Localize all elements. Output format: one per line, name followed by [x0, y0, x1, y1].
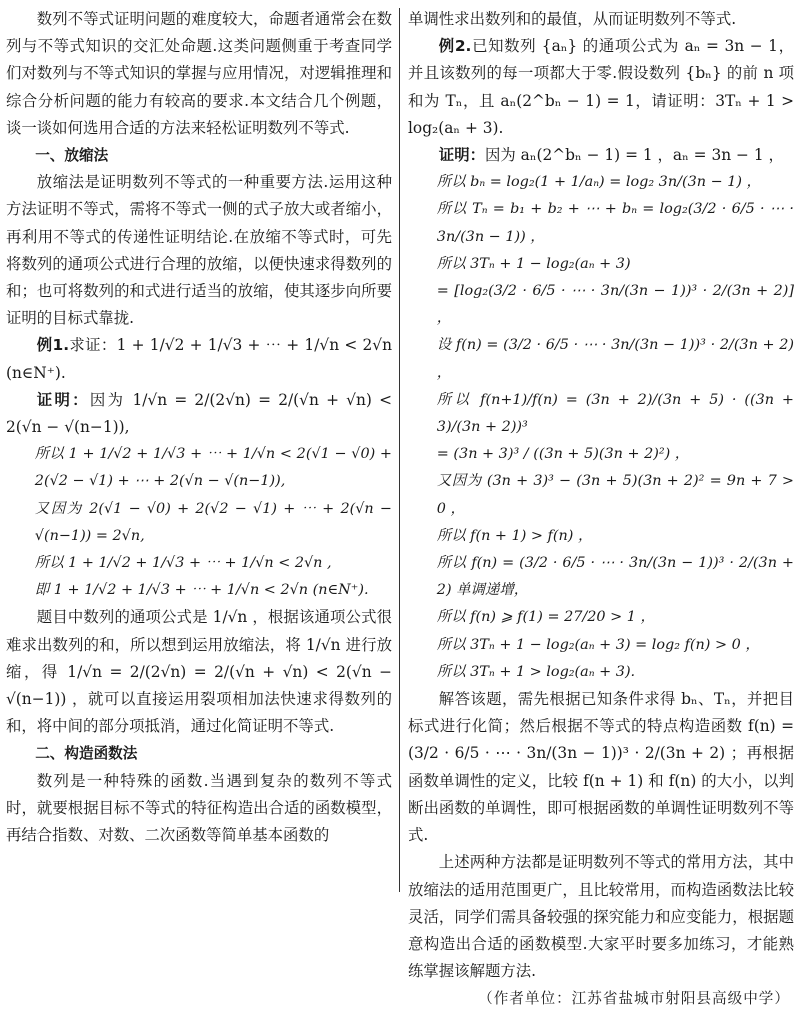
paragraph [6, 604, 392, 740]
paragraph-text: 所以 1 + 1/√2 + 1/√3 + ⋯ + 1/√n < 2√n , [34, 555, 332, 572]
paragraph [6, 768, 392, 850]
paragraph [6, 577, 392, 604]
paragraph-text: = (3n + 3)³ / ((3n + 5)(3n + 2)²) ， [436, 446, 690, 463]
paragraph-text: 所以 f(n) ⩾ f(1) = 27/20 > 1 ， [436, 609, 655, 626]
paragraph-text: 上述两种方法都是证明数列不等式的常用方法，其中放缩法的适用范围更广，且比较常用，而构造函数法比较灵活，同学们需具备较强的探究能力和应变能力，根据题意构造出合适的函数模型.大家平时要多加练习，才能熟练掌握该解题方法. [408, 853, 794, 981]
paragraph [408, 332, 794, 386]
paragraph [408, 387, 794, 441]
paragraph [408, 169, 794, 196]
paragraph [6, 169, 392, 332]
paragraph [408, 33, 794, 142]
paragraph-text: 所以 3Tₙ + 1 > log₂(aₙ + 3). [436, 663, 636, 680]
paragraph-text: 数列是一种特殊的函数.当遇到复杂的数列不等式时，就要根据目标不等式的特征构造出合适的函数模型，再结合指数、对数、二次函数等简单基本函数的 [6, 771, 392, 845]
paragraph [408, 142, 794, 169]
author-affiliation [408, 985, 794, 1012]
paragraph [408, 278, 794, 332]
paragraph [408, 523, 794, 550]
paragraph-text: 所以 f(n+1)/f(n) = (3n + 2)/(3n + 5) · ((3n + 3)/(3n + 2))³ [436, 391, 794, 436]
paragraph-text: 因为 1/√n = 2/(2√n) = 2/(√n + √n) < 2(√n − √(n−1)), [6, 390, 392, 437]
paragraph-text: 所以 Tₙ = b₁ + b₂ + ⋯ + bₙ = log₂(3/2 · 6/5 · ⋯ · 3n/(3n − 1)) ， [436, 201, 794, 245]
paragraph [408, 550, 794, 604]
paragraph [408, 659, 794, 686]
paragraph [408, 686, 794, 849]
paragraph-text: 一、放缩法 [35, 147, 109, 165]
paragraph-text: 题目中数列的通项公式是 1/√n ，根据该通项公式很难求出数列的和，所以想到运用放缩法，将 1/√n 进行放缩，得 1/√n = 2/(2√n) = 2/(√n + √n) < 2(√n − √(n−1)) ，就可以直接运用裂项相加法快速求得数列的和，将中间的部分项抵消，通过化简证明不等式. [6, 608, 392, 736]
section-heading [6, 740, 392, 767]
paragraph-text: 即 1 + 1/√2 + 1/√3 + ⋯ + 1/√n < 2√n (n∈N⁺). [34, 582, 369, 599]
paragraph [408, 196, 794, 250]
paragraph [6, 332, 392, 386]
left-column [6, 6, 392, 849]
paragraph-text: 所以 3Tₙ + 1 − log₂(aₙ + 3) = log₂ f(n) > 0 ， [436, 636, 760, 653]
paragraph [6, 550, 392, 577]
paragraph-text: （作者单位：江苏省盐城市射阳县高级中学） [478, 990, 790, 1008]
paragraph-text: 所以 1 + 1/√2 + 1/√3 + ⋯ + 1/√n < 2(√1 − √0) + 2(√2 − √1) + ⋯ + 2(√n − √(n−1)), [34, 446, 392, 490]
paragraph-text: 解答该题，需先根据已知条件求得 bₙ、Tₙ，并把目标式进行化简；然后根据不等式的特点构造函数 f(n) = (3/2 · 6/5 · ⋯ · 3n/(3n − 1))³ · 2/(3n + 2) ；再根据函数单调性的定义，比较 f(n + 1) 和 f(n) 的大小，以判断出函数的单调性，即可根据函数的单调性证明数列不等式. [408, 690, 794, 845]
paragraph-text: 又因为 2(√1 − √0) + 2(√2 − √1) + ⋯ + 2(√n − √(n−1)) = 2√n, [34, 500, 392, 544]
paragraph-text: 数列不等式证明问题的难度较大，命题者通常会在数列与不等式知识的交汇处命题.这类问题侧重于考查同学们对数列与不等式知识的掌握与应用情况，对逻辑推理和综合分析问题的能力有较高的要求.本文结合几个例题，谈一谈如何选用合适的方法来轻松证明数列不等式. [6, 10, 392, 137]
paragraph [408, 632, 794, 659]
paragraph [408, 6, 794, 33]
paragraph-text: 因为 aₙ(2^bₙ − 1) = 1 ，aₙ = 3n − 1 ， [484, 146, 784, 165]
paragraph-text: 二、构造函数法 [35, 745, 138, 763]
example-label: 例2. [438, 37, 472, 56]
paragraph [6, 496, 392, 550]
paragraph-text: 所以 bₙ = log₂(1 + 1/aₙ) = log₂ 3n/(3n − 1) ， [436, 174, 761, 191]
paragraph [408, 849, 794, 985]
paragraph [6, 387, 392, 441]
paragraph [6, 6, 392, 142]
paragraph-text: 已知数列 {aₙ} 的通项公式为 aₙ = 3n − 1，并且该数列的每一项都大于零.假设数列 {bₙ} 的前 n 项和为 Tₙ，且 aₙ(2^bₙ − 1) = 1，请证明：3Tₙ + 1 > log₂(aₙ + 3). [408, 37, 794, 137]
example-label: 证明： [36, 390, 90, 409]
paragraph [408, 604, 794, 631]
paragraph-text: 放缩法是证明数列不等式的一种重要方法.运用这种方法证明不等式，需将不等式一侧的式子放大或者缩小，再利用不等式的传递性证明结论.在放缩不等式时，可先将数列的通项公式进行合理的放缩，以便快速求得数列的和；也可将数列的和式进行适当的放缩，使其逐步向所要证明的目标式靠拢. [6, 173, 392, 328]
right-column [408, 6, 794, 1013]
paragraph-text: 所以 f(n) = (3/2 · 6/5 · ⋯ · 3n/(3n − 1))³ · 2/(3n + 2) 单调递增， [436, 555, 794, 599]
paragraph [408, 468, 794, 522]
paragraph-text: 所以 3Tₙ + 1 − log₂(aₙ + 3) [436, 255, 631, 272]
section-heading [6, 142, 392, 169]
paragraph [6, 441, 392, 495]
paragraph-text: 所以 f(n + 1) > f(n) ， [436, 527, 593, 544]
example-label: 例1. [36, 336, 70, 355]
paragraph-text: 设 f(n) = (3/2 · 6/5 · ⋯ · 3n/(3n − 1))³ · 2/(3n + 2) ， [436, 337, 794, 381]
paragraph-text: 求证：1 + 1/√2 + 1/√3 + ⋯ + 1/√n < 2√n (n∈N⁺). [6, 336, 392, 382]
column-divider [399, 8, 400, 892]
paragraph [408, 251, 794, 278]
paragraph-text: 单调性求出数列和的最值，从而证明数列不等式. [408, 10, 737, 28]
example-label: 证明： [438, 146, 485, 165]
paragraph-text: 又因为 (3n + 3)³ − (3n + 5)(3n + 2)² = 9n + 7 > 0 ， [436, 473, 794, 517]
paragraph [408, 441, 794, 468]
paragraph-text: = [log₂(3/2 · 6/5 · ⋯ · 3n/(3n − 1))³ · 2/(3n + 2)] ， [436, 283, 794, 327]
